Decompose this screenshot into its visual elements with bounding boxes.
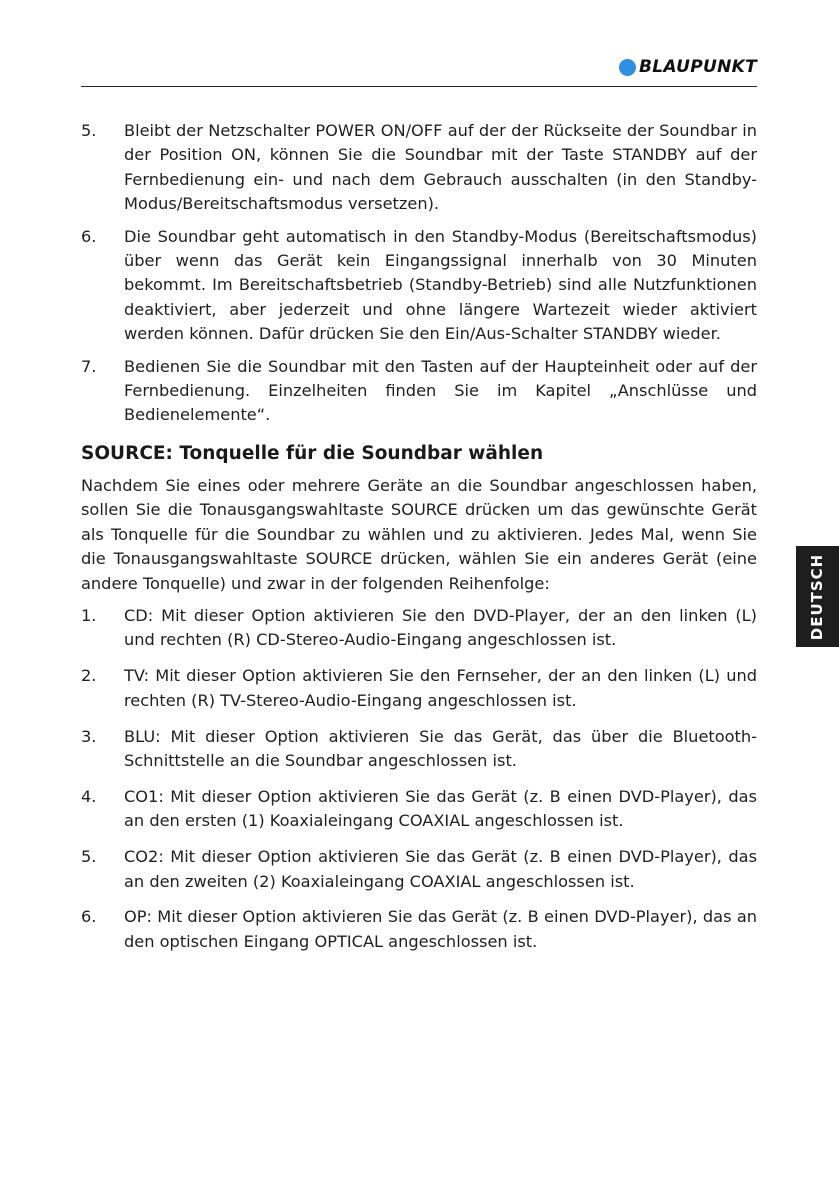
brand-logo (619, 57, 757, 77)
list-item (81, 225, 757, 347)
list-item-number: 4. (81, 786, 97, 806)
section-heading: SOURCE: Tonquelle für die Soundbar wählen (81, 442, 544, 464)
list-item (81, 664, 757, 713)
list-item-text: OP: Mit dieser Option aktivieren Sie das Gerät (z. B einen DVD-Player), das an den optischen Eingang OPTICAL angeschlossen ist. (124, 907, 757, 951)
list-item (81, 604, 757, 653)
list-item-text: Bleibt der Netzschalter POWER ON/OFF auf der der Rückseite der Soundbar in der Position ON, können Sie die Soundbar mit der Taste STANDBY auf der Fernbedienung ein- und nach dem Gebrauch ausschalten (in den Standby-Modus/Bereitschaftsmodus versetzen). (124, 121, 757, 214)
numbered-list-steps (81, 119, 757, 428)
list-item-text: BLU: Mit dieser Option aktivieren Sie das Gerät, das über die Bluetooth-Schnittstelle an die Soundbar angeschlossen ist. (124, 726, 757, 770)
language-tab-label: DEUTSCH (808, 553, 827, 640)
list-item-number: 6. (81, 907, 97, 927)
list-item (81, 355, 757, 428)
section-intro: Nachdem Sie eines oder mehrere Geräte an die Soundbar angeschlossen haben, sollen Sie die Tonausgangswahltaste SOURCE drücken um das gewünschte Gerät als Tonquelle für die Soundbar zu wählen und zu aktivieren. Jedes Mal, wenn Sie die Tonausgangswahltaste SOURCE drücken, wählen Sie ein anderes Gerät (eine andere Tonquelle) und zwar in der folgenden Reihenfolge: (81, 475, 757, 593)
brand-dot-icon (619, 59, 636, 76)
language-tab (796, 546, 839, 647)
list-item-number: 5. (81, 121, 97, 140)
list-item-text: Bedienen Sie die Soundbar mit den Tasten auf der Haupteinheit oder auf der Fernbedienung. Einzelheiten finden Sie im Kapitel „Anschlüsse und Bedienelemente“. (124, 356, 757, 425)
list-item-number: 3. (81, 726, 97, 746)
brand-name: BLAUPUNKT (639, 57, 757, 77)
list-item (81, 905, 757, 954)
list-item-text: TV: Mit dieser Option aktivieren Sie den Fernseher, der an den linken (L) und rechten (R) TV-Stereo-Audio-Eingang angeschlossen ist. (124, 666, 757, 710)
list-item (81, 725, 757, 774)
list-item-text: Die Soundbar geht automatisch in den Standby-Modus (Bereitschaftsmodus) über wenn das Gerät kein Eingangssignal innerhalb von 30 Minuten bekommt. Im Bereitschaftsbetrieb (Standby-Betrieb) sind alle Nutzfunktionen deaktiviert, aber jederzeit und ohne längere Wartezeit wieder aktiviert werden können. Dafür drücken Sie den Ein/Aus-Schalter STANDBY wieder. (124, 226, 757, 344)
list-item-number: 6. (81, 226, 97, 246)
list-item-number: 5. (81, 847, 97, 867)
list-item (81, 785, 757, 834)
list-item-text: CO1: Mit dieser Option aktivieren Sie das Gerät (z. B einen DVD-Player), das an den ersten (1) Koaxialeingang COAXIAL angeschlossen ist. (124, 786, 757, 831)
list-item-number: 2. (81, 666, 97, 686)
page-header (81, 56, 757, 87)
list-item-number: 1. (81, 605, 97, 625)
list-item (81, 119, 757, 217)
list-item (81, 845, 757, 894)
list-item-number: 7. (81, 356, 97, 376)
numbered-list-sources (81, 604, 757, 954)
list-item-text: CO2: Mit dieser Option aktivieren Sie das Gerät (z. B einen DVD-Player), das an den zweiten (2) Koaxialeingang COAXIAL angeschlossen ist. (124, 847, 757, 891)
page-content (81, 119, 757, 966)
list-item-text: CD: Mit dieser Option aktivieren Sie den DVD-Player, der an den linken (L) und rechten (R) CD-Stereo-Audio-Eingang angeschlossen ist. (124, 605, 757, 650)
